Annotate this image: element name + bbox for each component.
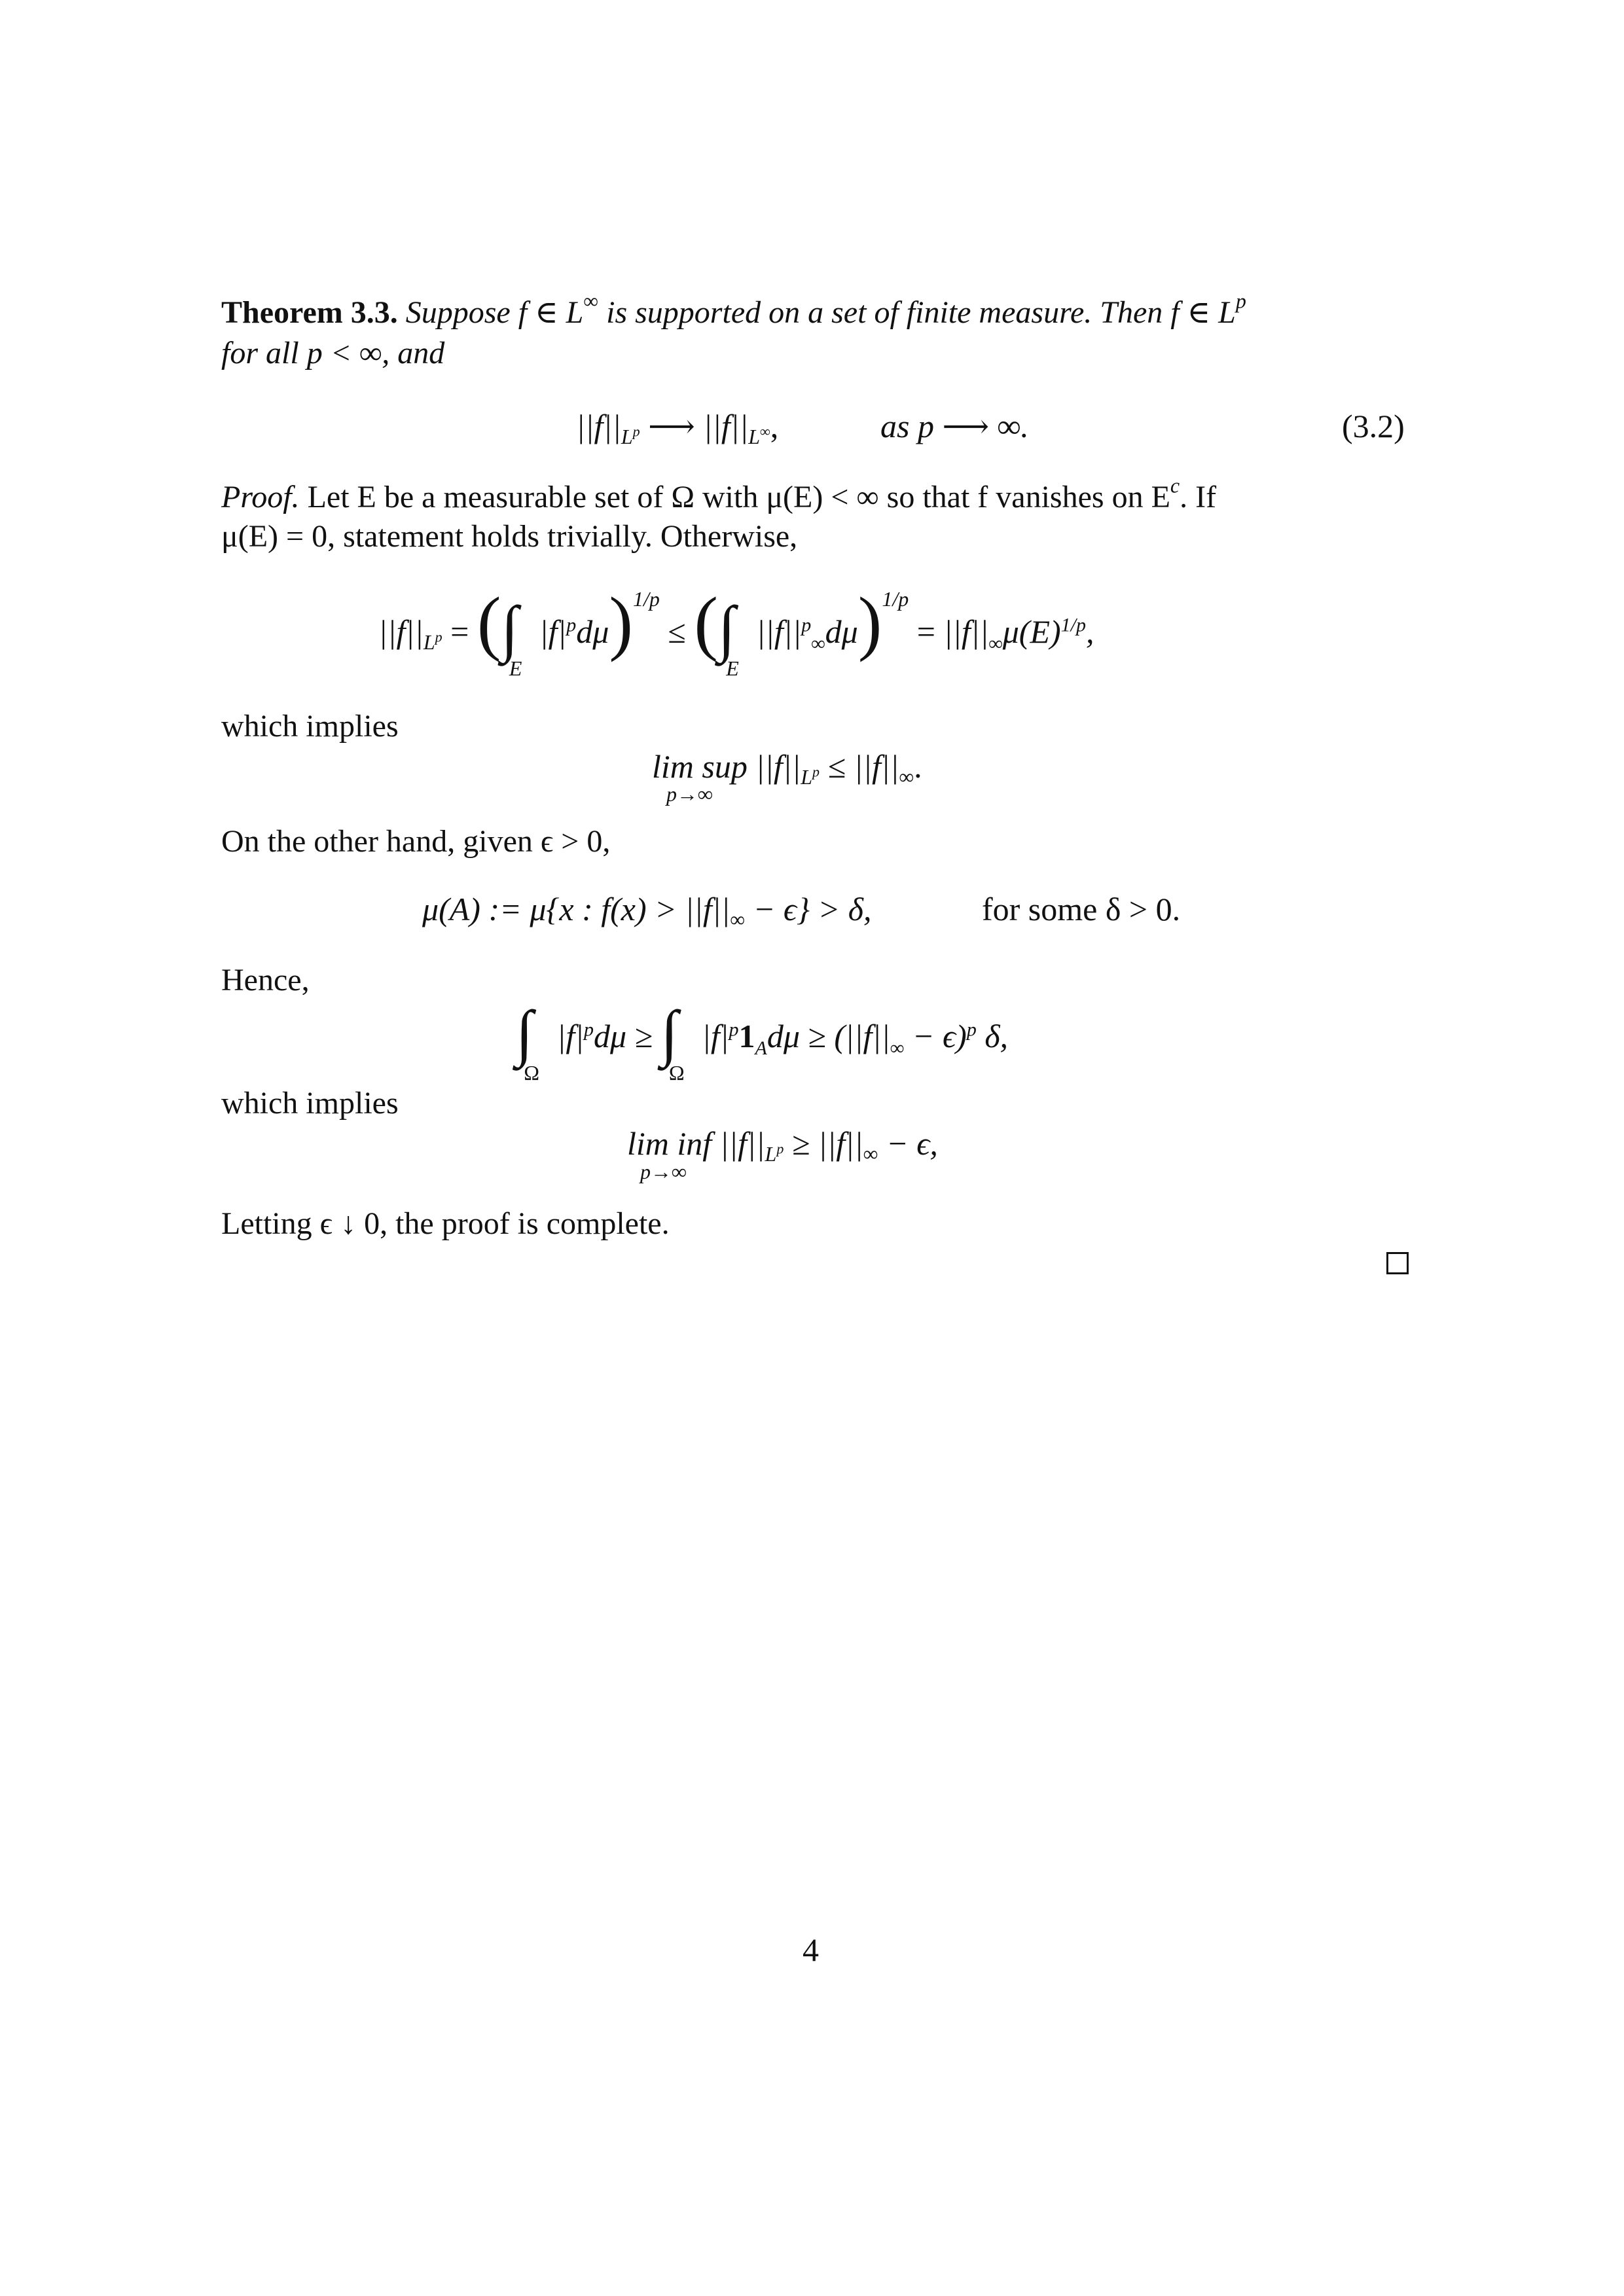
proof-label: Proof. bbox=[221, 480, 300, 514]
theorem-label: Theorem 3.3. bbox=[221, 295, 398, 330]
which-implies-1: which implies bbox=[221, 709, 399, 744]
integral-sign: ∫ bbox=[660, 997, 678, 1067]
proof-line1: Proof. Let E be a measurable set of Ω with μ(E) < ∞ so that f vanishes on $E^c$. If bbox=[221, 473, 1217, 514]
eq32-as: as p ⟶ ∞. bbox=[880, 408, 1029, 444]
equation-3-2: $||f||_{L^p}$ ⟶ $||f||_{L^\infty}$, bbox=[576, 408, 779, 448]
liminf-sub: p→∞ bbox=[640, 1160, 687, 1183]
qed-square bbox=[1386, 1252, 1409, 1274]
eq32-arrow: ⟶ bbox=[648, 408, 695, 444]
theorem-statement-line1: Theorem 3.3. Suppose f ∈ L∞ is supported on a set of finite measure. Then f ∈ $L^p$ bbox=[221, 289, 1246, 330]
theorem-intro: Suppose bbox=[405, 295, 518, 330]
theorem-mid: is supported on a set of finite measure. Then bbox=[598, 295, 1171, 330]
proof-line2: μ(E) = 0, statement holds trivially. Otherwise, bbox=[221, 519, 798, 554]
f-in-linf: f ∈ L bbox=[518, 295, 584, 330]
hence-label: Hence, bbox=[221, 963, 310, 997]
for-some-delta: for some δ > 0. bbox=[982, 891, 1181, 927]
page-number: 4 bbox=[803, 1931, 819, 1968]
eq32-lhs: ||f|| bbox=[576, 408, 621, 444]
integral-sign: ∫ bbox=[501, 593, 518, 663]
lp-bound-equation: $||f||_{L^p} = (\int_E$ $|f|^pd\mu)^{1/p} \le (\int_E$ $||f||^p_\infty d\mu)^{1/p} = ||f||_\infty\mu(E)^{1/p}$, bbox=[378, 583, 1094, 680]
other-hand-line: On the other hand, given ϵ > 0, bbox=[221, 824, 611, 859]
theorem-statement-line2: for all p < ∞, and bbox=[221, 336, 445, 370]
integral-sign: ∫ bbox=[717, 593, 736, 663]
integral-sign: ∫ bbox=[516, 997, 533, 1067]
limsup-sub: p→∞ bbox=[666, 782, 713, 806]
mu-a-equation: μ(A) := μ{x : $f(x) > ||f||_\infty - \epsilon\} > \delta$, bbox=[422, 891, 872, 931]
equation-number: (3.2) bbox=[1342, 408, 1405, 444]
letting-line: Letting ϵ ↓ 0, the proof is complete. bbox=[221, 1206, 670, 1241]
limsup-equation: lim sup $||f||_{L^p} \le ||f||_\infty$. bbox=[652, 748, 922, 789]
which-implies-2: which implies bbox=[221, 1086, 399, 1121]
f-in-lp: f ∈ L bbox=[1170, 295, 1236, 330]
liminf-equation: lim inf $||f||_{L^p} \ge ||f||_\infty - \epsilon$, bbox=[627, 1125, 938, 1166]
eq32-rhs: ||f|| bbox=[703, 408, 749, 444]
integral-inequality: $\int_\Omega$ $|f|^pd\mu \ge \int_\Omega$ $|f|^p1_Ad\mu \ge (||f||_\infty - \epsilon)^p$ δ, bbox=[516, 997, 1009, 1085]
